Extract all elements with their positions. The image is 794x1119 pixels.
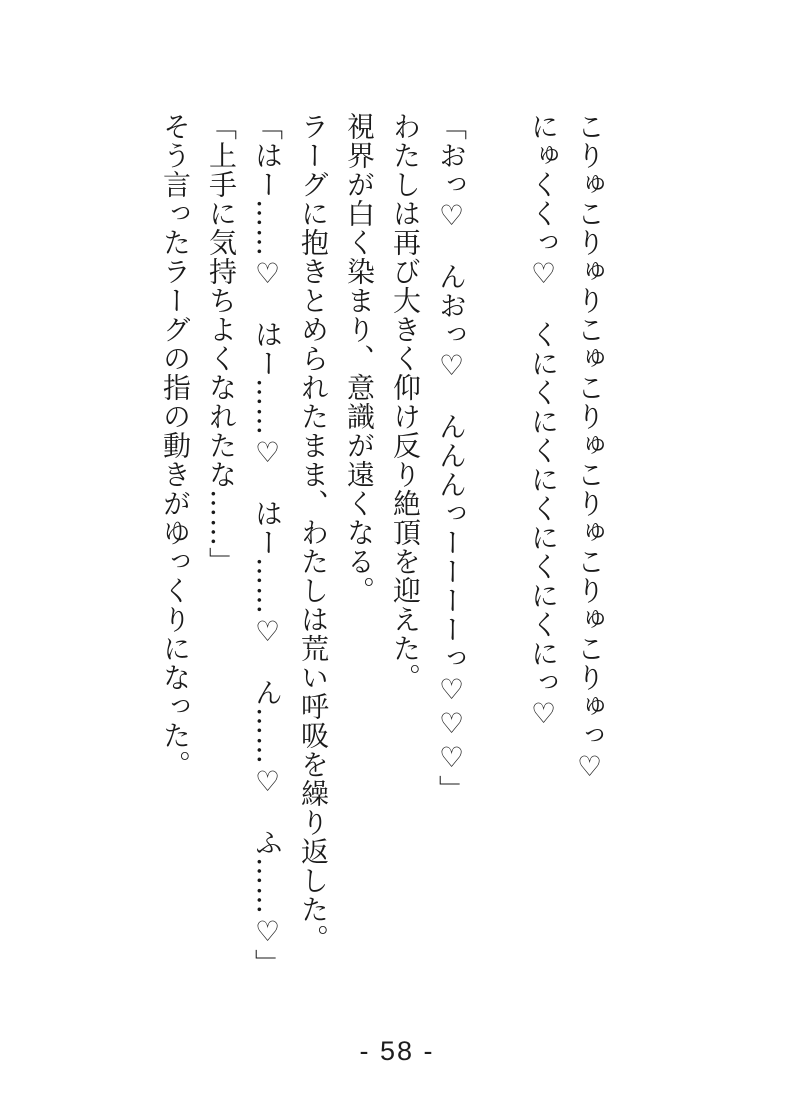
text-line-narrative-1: わたしは再び大きく仰け反り絶頂を迎えた。 [389, 112, 422, 692]
text-line-onomatopoeia-2: にゅくくっ♡ くにくにくにくにくにくにっ♡ [527, 112, 560, 731]
text-line-narrative-3: ラーグに抱きとめられたまま、わたしは荒い呼吸を繰り返した。 [297, 112, 330, 953]
text-line-dialogue-1: 「おっ♡ んおっ♡ んんんっーーーーっ♡♡♡」 [435, 112, 468, 804]
text-line-narrative-4: そう言ったラーグの指の動きがゆっくりになった。 [159, 112, 192, 779]
text-line-onomatopoeia-1: こりゅこりゅりこゅこりゅこりゅこりゅこりゅっ♡ [573, 112, 606, 784]
text-line-dialogue-2: 「はー……♡ はー……♡ はー……♡ ん……♡ ふ……♡」 [251, 112, 284, 978]
vertical-text-block [152, 112, 612, 997]
page-number: - 58 - [359, 1036, 435, 1066]
text-line-narrative-2: 視界が白く染まり、意識が遠くなる。 [343, 112, 376, 605]
text-line-dialogue-3: 「上手に気持ちよくなれたな……」 [205, 112, 238, 576]
